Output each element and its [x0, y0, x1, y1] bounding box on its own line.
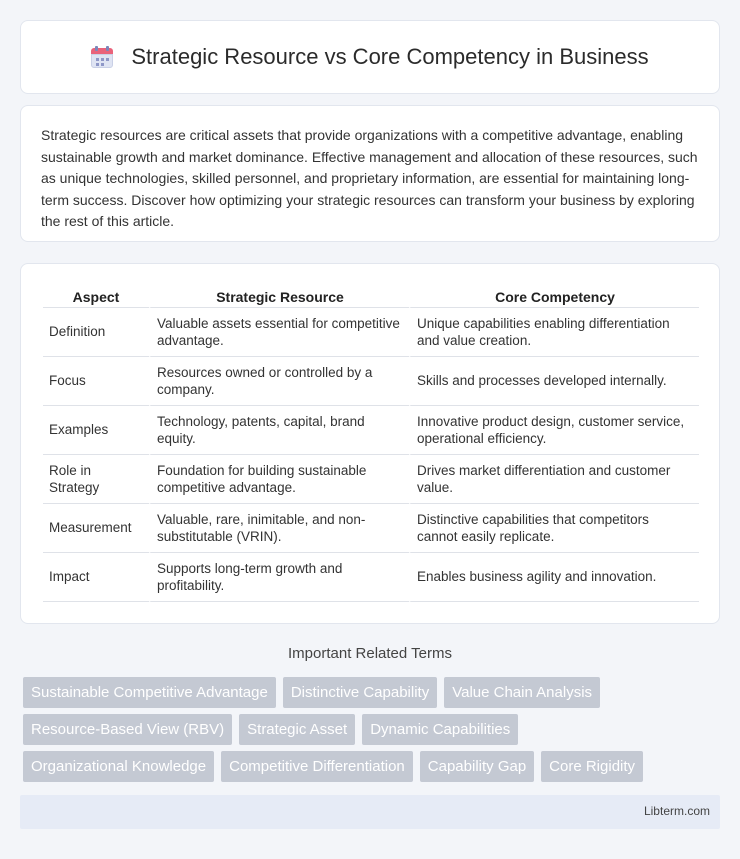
cell-core-competency: Enables business agility and innovation.: [409, 553, 699, 602]
cell-core-competency: Distinctive capabilities that competitors cannot easily replicate.: [409, 504, 699, 553]
cell-aspect: Examples: [43, 406, 149, 455]
footer: [20, 795, 720, 829]
table-row: [43, 455, 699, 504]
cell-core-competency: Unique capabilities enabling differentiation and value creation.: [409, 308, 699, 357]
intro-card: [20, 105, 720, 242]
tag-row: [23, 677, 723, 708]
cell-strategic-resource: Resources owned or controlled by a company.: [149, 357, 409, 406]
related-term-tag[interactable]: Distinctive Capability: [283, 677, 437, 708]
table-row: [43, 308, 699, 357]
footer-brand-link[interactable]: Libterm.com: [643, 804, 710, 818]
header-core-competency: Core Competency: [409, 286, 699, 308]
cell-aspect: Definition: [43, 308, 149, 357]
cell-core-competency: Innovative product design, customer service, operational efficiency.: [409, 406, 699, 455]
related-terms-list: [23, 677, 723, 788]
related-terms-title: Important Related Terms: [288, 645, 452, 662]
table-row: [43, 553, 699, 602]
table-row: [43, 357, 699, 406]
related-term-tag[interactable]: Strategic Asset: [239, 714, 355, 745]
cell-strategic-resource: Valuable, rare, inimitable, and non-substitutable (VRIN).: [149, 504, 409, 553]
table-row: [43, 406, 699, 455]
cell-strategic-resource: Supports long-term growth and profitability.: [149, 553, 409, 602]
tag-row: [23, 751, 723, 782]
comparison-table: [43, 286, 699, 602]
related-term-tag[interactable]: Dynamic Capabilities: [362, 714, 518, 745]
intro-text: Strategic resources are critical assets that provide organizations with a competitive advantage, enabling sustainable growth and market dominance. Effective management and allocation of these resources, such as unique technologies, skilled personnel, and proprietary information, are essential for maintaining long-term success. Discover how optimizing your strategic resources can transform your business by exploring the rest of this article.: [41, 127, 698, 229]
header-strategic-resource: Strategic Resource: [149, 286, 409, 308]
related-term-tag[interactable]: Sustainable Competitive Advantage: [23, 677, 276, 708]
comparison-table-card: [20, 263, 720, 624]
cell-aspect: Impact: [43, 553, 149, 602]
related-term-tag[interactable]: Competitive Differentiation: [221, 751, 413, 782]
page-title: Strategic Resource vs Core Competency in Business: [131, 44, 649, 69]
cell-core-competency: Drives market differentiation and customer value.: [409, 455, 699, 504]
header-aspect: Aspect: [43, 286, 149, 308]
title-card: [20, 20, 720, 94]
cell-aspect: Focus: [43, 357, 149, 406]
related-term-tag[interactable]: Value Chain Analysis: [444, 677, 600, 708]
cell-strategic-resource: Foundation for building sustainable competitive advantage.: [149, 455, 409, 504]
cell-aspect: Measurement: [43, 504, 149, 553]
related-term-tag[interactable]: Capability Gap: [420, 751, 534, 782]
table-header-row: [43, 286, 699, 308]
cell-strategic-resource: Valuable assets essential for competitive advantage.: [149, 308, 409, 357]
related-term-tag[interactable]: Resource-Based View (RBV): [23, 714, 232, 745]
table-row: [43, 504, 699, 553]
cell-core-competency: Skills and processes developed internally.: [409, 357, 699, 406]
calendar-icon: [91, 46, 113, 68]
tag-row: [23, 714, 723, 745]
cell-aspect: Role in Strategy: [43, 455, 149, 504]
cell-strategic-resource: Technology, patents, capital, brand equity.: [149, 406, 409, 455]
related-term-tag[interactable]: Organizational Knowledge: [23, 751, 214, 782]
related-term-tag[interactable]: Core Rigidity: [541, 751, 643, 782]
